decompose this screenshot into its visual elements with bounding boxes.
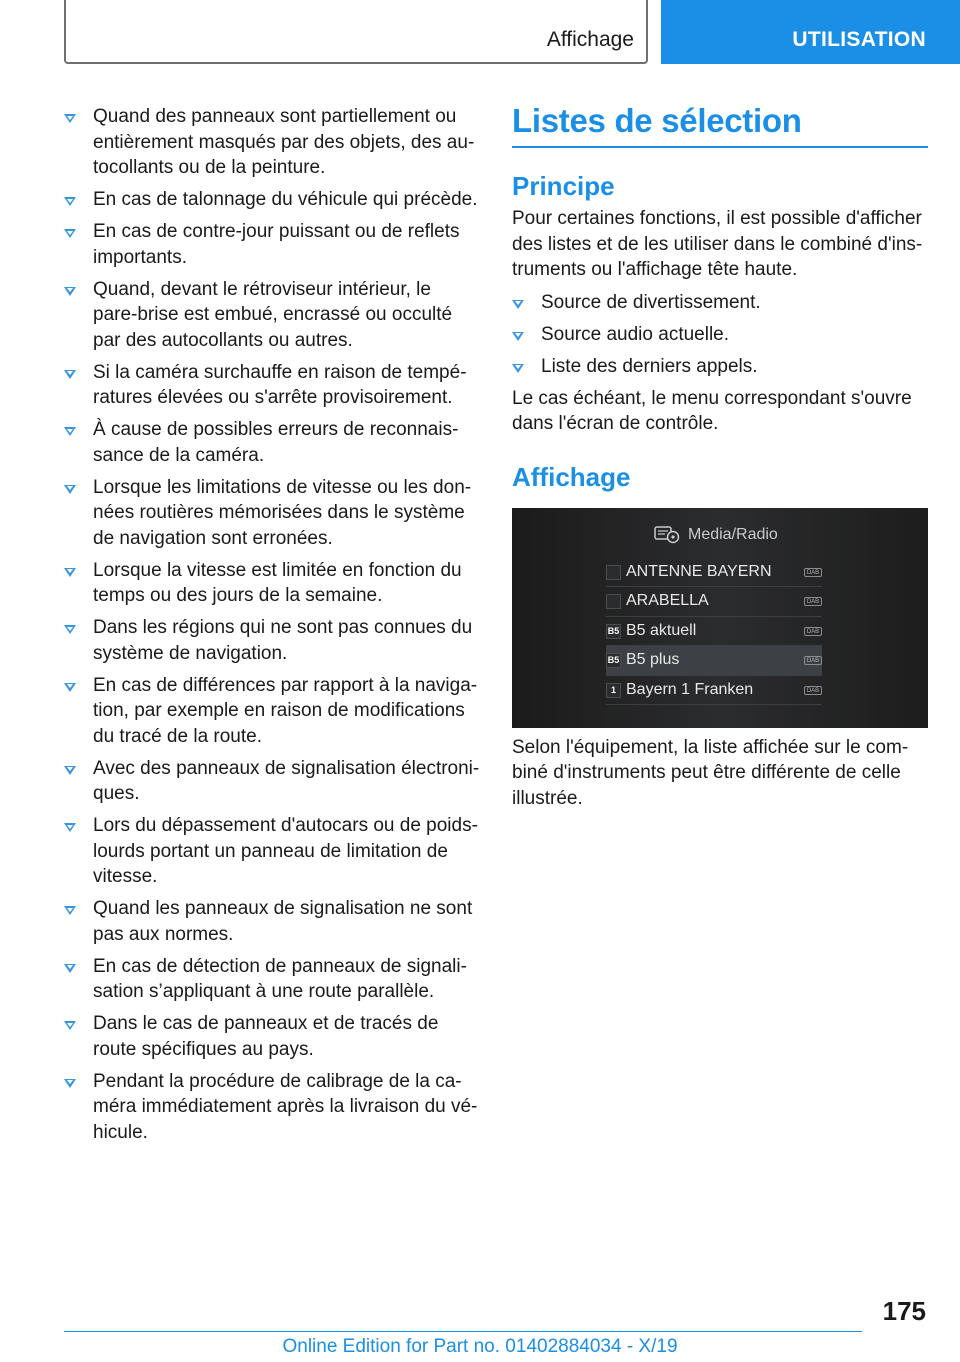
list-item-text: Quand des panneaux sont partiellement ou entièrement masqués par des objets, des au-tocollants ou de la peinture.: [93, 106, 475, 178]
triangle-bullet-icon: [64, 568, 76, 577]
station-row-selected: [606, 646, 822, 676]
station-preset-icon: [606, 594, 621, 609]
station-row: [606, 558, 822, 588]
list-item-text: Quand, devant le rétroviseur intérieur, le pare-brise est embué, encrassé ou occulté par des autocollants ou autres.: [93, 278, 453, 351]
list-item-text: Source de divertissement.: [541, 291, 761, 313]
footer-divider: [64, 1331, 862, 1332]
list-item-text: Lorsque les limitations de vitesse ou les don-nées routières mémorisées dans le système de navigation sont erronées.: [93, 476, 472, 549]
list-item: [64, 1069, 480, 1146]
screen-title: Media/Radio: [688, 525, 778, 543]
station-preset-icon: 1: [606, 683, 621, 698]
principle-bullet-list: [512, 290, 928, 380]
list-item-text: Quand les panneaux de signalisation ne sont pas aux normes.: [93, 898, 473, 945]
page-number: 175: [882, 1296, 926, 1326]
list-item-text: En cas de contre-jour puissant ou de reflets importants.: [93, 221, 460, 268]
triangle-bullet-icon: [512, 364, 524, 373]
footer-edition: Online Edition for Part no. 01402884034 - X/19: [282, 1336, 678, 1357]
list-item: [64, 277, 480, 354]
list-item-text: Dans le cas de panneaux et de tracés de route spécifiques au pays.: [93, 1013, 439, 1060]
image-caption: Selon l'équipement, la liste affichée sur le com-biné d'instruments peut être différente de celle illustrée.: [512, 736, 909, 809]
list-item-text: À cause de possibles erreurs de reconnais-sance de la caméra.: [93, 419, 459, 466]
station-label: ARABELLA: [626, 592, 709, 610]
list-item: [64, 187, 480, 213]
dab-badge: DAB: [804, 656, 822, 665]
station-preset-icon: B5: [606, 653, 621, 668]
list-item: [512, 322, 928, 348]
triangle-bullet-icon: [64, 427, 76, 436]
triangle-bullet-icon: [512, 332, 524, 341]
station-preset-icon: [606, 565, 621, 580]
list-item: [64, 475, 480, 552]
triangle-bullet-icon: [64, 287, 76, 296]
principle-text: Pour certaines fonctions, il est possible d'afficher des listes et de les utiliser dans le combiné d'ins-truments ou l'affichage tête haute.: [512, 208, 923, 280]
left-column-bullet-list: [64, 104, 480, 1152]
list-item: [64, 360, 480, 411]
station-label: ANTENNE BAYERN: [626, 562, 772, 580]
station-label: B5 plus: [626, 651, 680, 669]
triangle-bullet-icon: [64, 370, 76, 379]
list-item-text: Avec des panneaux de signalisation électroni-ques.: [93, 757, 480, 804]
list-item: [64, 1011, 480, 1062]
station-row: [606, 587, 822, 617]
triangle-bullet-icon: [64, 229, 76, 238]
header-chapter-tab: [661, 0, 960, 64]
station-preset-icon: B5: [606, 624, 621, 639]
triangle-bullet-icon: [64, 964, 76, 973]
list-item: [64, 417, 480, 468]
section-title: Listes de sélection: [512, 100, 928, 148]
dab-badge: DAB: [804, 568, 822, 577]
list-item: [512, 354, 928, 380]
media-radio-screenshot: [512, 508, 928, 728]
menu-text: Le cas échéant, le menu correspondant s'ouvre dans l'écran de contrôle.: [512, 387, 912, 434]
list-item-text: En cas de talonnage du véhicule qui précède.: [93, 189, 478, 210]
list-item: [64, 558, 480, 609]
dab-badge: DAB: [804, 686, 822, 695]
dab-badge: DAB: [804, 597, 822, 606]
triangle-bullet-icon: [512, 300, 524, 309]
triangle-bullet-icon: [64, 197, 76, 206]
list-item: [64, 615, 480, 666]
list-item-text: Pendant la procédure de calibrage de la ca-méra immédiatement après la livraison du vé-hicule.: [93, 1070, 478, 1143]
list-item-text: En cas de détection de panneaux de signali-sation s’appliquant à une route parallèle.: [93, 955, 467, 1002]
list-item-text: Liste des derniers appels.: [541, 355, 758, 377]
list-item: [512, 290, 928, 316]
right-column: [512, 100, 928, 811]
media-radio-icon: [654, 524, 680, 544]
triangle-bullet-icon: [64, 766, 76, 775]
list-item-text: Si la caméra surchauffe en raison de tempé-ratures élevées ou s'arrête provisoirement.: [93, 361, 467, 408]
list-item: [64, 104, 480, 181]
triangle-bullet-icon: [64, 906, 76, 915]
header-section-title: Affichage: [546, 28, 634, 51]
station-list: [606, 558, 822, 706]
triangle-bullet-icon: [64, 1021, 76, 1030]
list-item-text: Lors du dépassement d'autocars ou de poids-lourds portant un panneau de limitation de vitesse.: [93, 815, 478, 887]
dab-badge: DAB: [804, 627, 822, 636]
triangle-bullet-icon: [64, 683, 76, 692]
header-chapter-title: UTILISATION: [792, 28, 926, 51]
list-item-text: Source audio actuelle.: [541, 323, 730, 345]
station-row: [606, 676, 822, 706]
triangle-bullet-icon: [64, 114, 76, 123]
triangle-bullet-icon: [64, 1079, 76, 1088]
list-item-text: En cas de différences par rapport à la naviga-tion, par exemple en raison de modifications du tracé de la route.: [93, 674, 478, 747]
list-item-text: Dans les régions qui ne sont pas connues du système de navigation.: [93, 617, 473, 664]
list-item: [64, 673, 480, 750]
list-item: [64, 756, 480, 807]
list-item: [64, 896, 480, 947]
triangle-bullet-icon: [64, 823, 76, 832]
list-item: [64, 954, 480, 1005]
station-label: Bayern 1 Franken: [626, 680, 754, 698]
triangle-bullet-icon: [64, 625, 76, 634]
list-item: [64, 219, 480, 270]
display-heading: Affichage: [512, 461, 631, 492]
triangle-bullet-icon: [64, 485, 76, 494]
station-label: B5 aktuell: [626, 621, 697, 639]
list-item-text: Lorsque la vitesse est limitée en fonction du temps ou des jours de la semaine.: [93, 559, 462, 606]
principle-heading: Principe: [512, 171, 615, 201]
list-item: [64, 813, 480, 890]
station-row: [606, 617, 822, 647]
